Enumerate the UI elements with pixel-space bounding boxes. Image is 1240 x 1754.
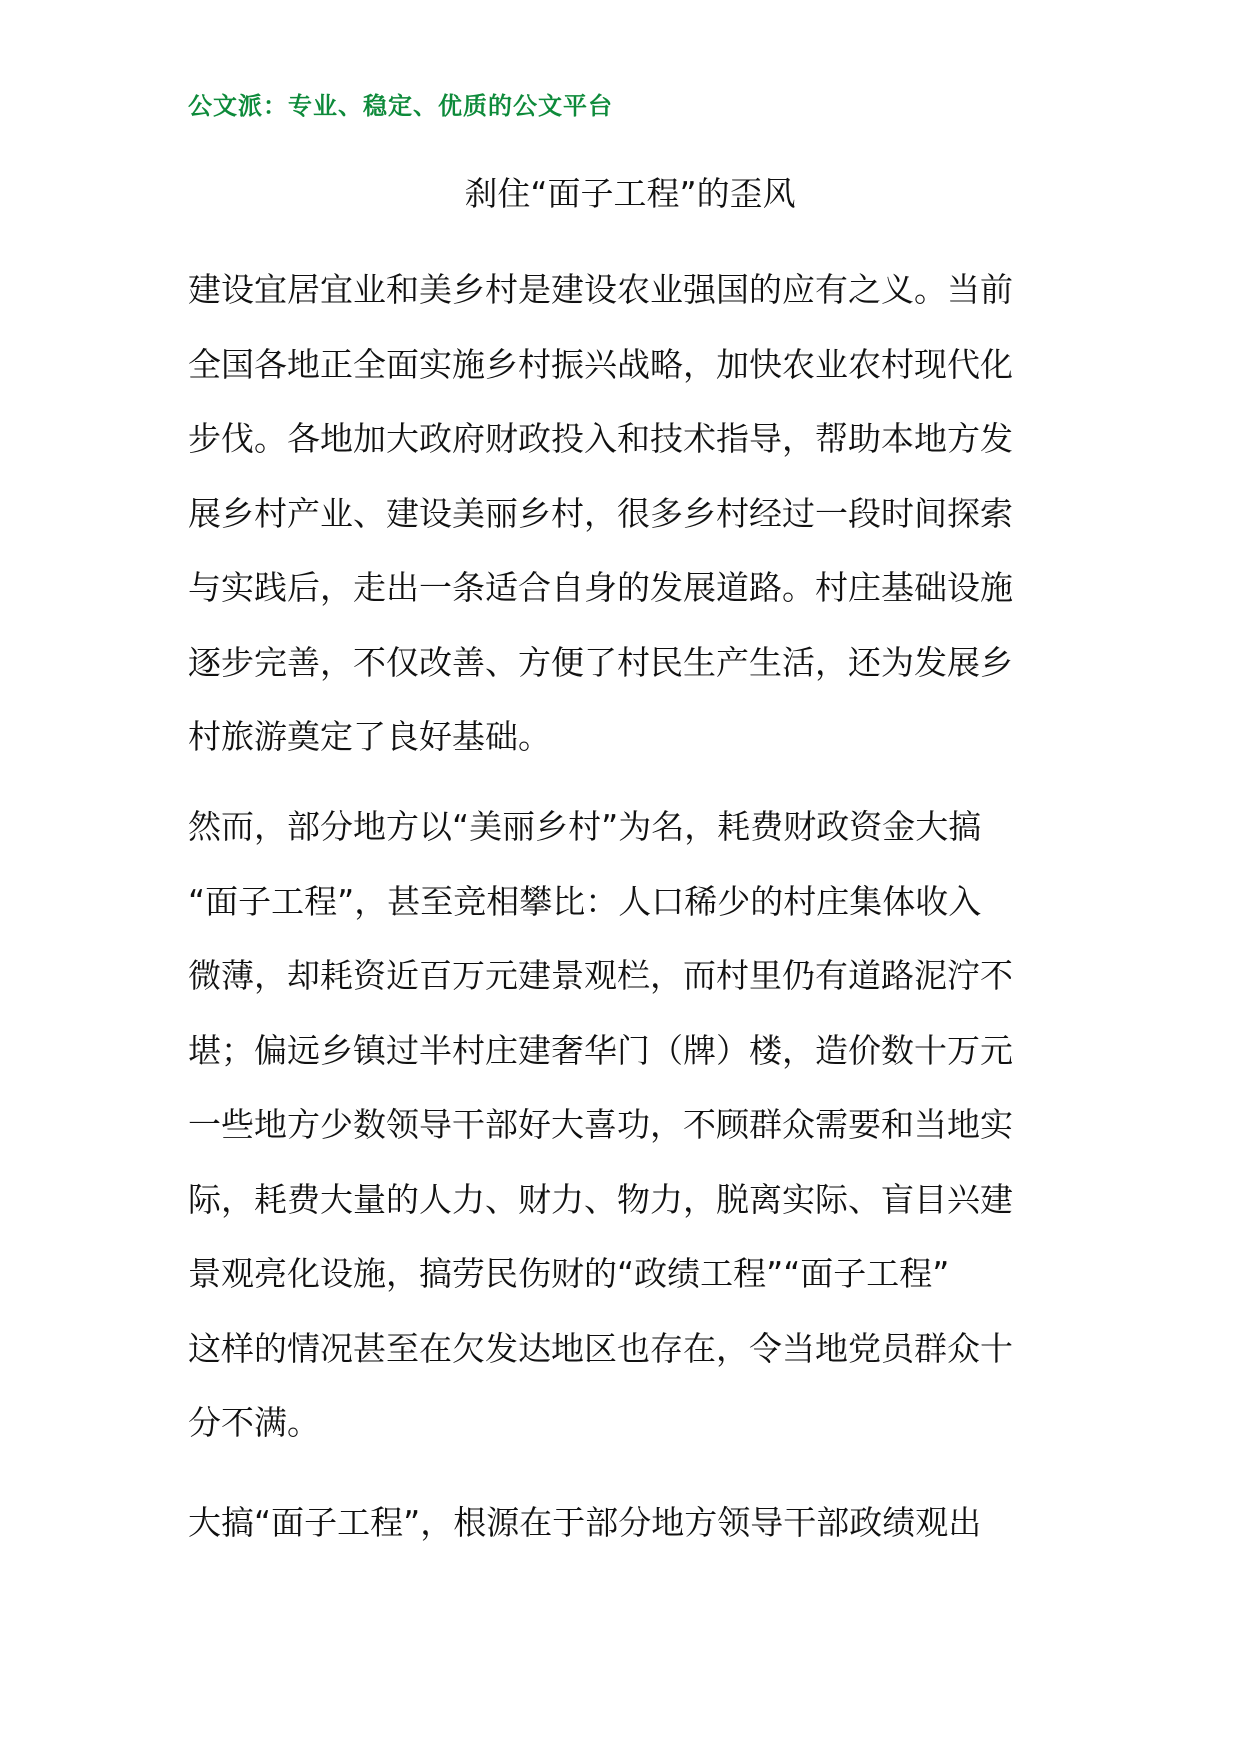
paragraph-line: 堪；偏远乡镇过半村庄建奢华门（牌）楼，造价数十万元 bbox=[188, 1030, 1013, 1070]
paragraph-line: 一些地方少数领导干部好大喜功，不顾群众需要和当地实 bbox=[188, 1105, 1013, 1144]
paragraph-line: 景观亮化设施，搞劳民伤财的“政绩工程”“面子工程” bbox=[188, 1254, 950, 1293]
paragraph-line: 村旅游奠定了良好基础。 bbox=[188, 717, 551, 756]
paragraph-line: 与实践后，走出一条适合自身的发展道路。村庄基础设施 bbox=[188, 568, 1013, 607]
paragraph-line: 大搞“面子工程”，根源在于部分地方领导干部政绩观出 bbox=[188, 1503, 982, 1542]
paragraph-line: 展乡村产业、建设美丽乡村，很多乡村经过一段时间探索 bbox=[188, 493, 1013, 533]
paragraph-line: 这样的情况甚至在欠发达地区也存在，令当地党员群众十 bbox=[188, 1328, 1013, 1368]
paragraph-2 bbox=[188, 790, 1058, 1461]
paragraph-line: 然而，部分地方以“美丽乡村”为名，耗费财政资金大搞 bbox=[188, 807, 982, 846]
paragraph-1 bbox=[188, 253, 1058, 775]
paragraph-line: 建设宜居宜业和美乡村是建设农业强国的应有之义。当前 bbox=[188, 270, 1013, 309]
paragraph-line: 分不满。 bbox=[188, 1403, 320, 1442]
paragraph-line: 步伐。各地加大政府财政投入和技术指导，帮助本地方发 bbox=[188, 419, 1013, 458]
paragraph-line: 微薄，却耗资近百万元建景观栏，而村里仍有道路泥泞不 bbox=[188, 956, 1013, 995]
paragraph-3 bbox=[188, 1486, 1058, 1561]
document-title: 刹住“面子工程”的歪风 bbox=[464, 174, 796, 213]
paragraph-line: 际，耗费大量的人力、财力、物力，脱离实际、盲目兴建 bbox=[188, 1179, 1013, 1219]
paragraph-line: 逐步完善，不仅改善、方便了村民生产生活，还为发展乡 bbox=[188, 642, 1013, 682]
platform-header: 公文派：专业、稳定、优质的公文平台 bbox=[188, 91, 613, 120]
paragraph-line: 全国各地正全面实施乡村振兴战略，加快农业农村现代化 bbox=[188, 344, 1013, 384]
paragraph-line: “面子工程”，甚至竞相攀比：人口稀少的村庄集体收入 bbox=[188, 881, 982, 921]
